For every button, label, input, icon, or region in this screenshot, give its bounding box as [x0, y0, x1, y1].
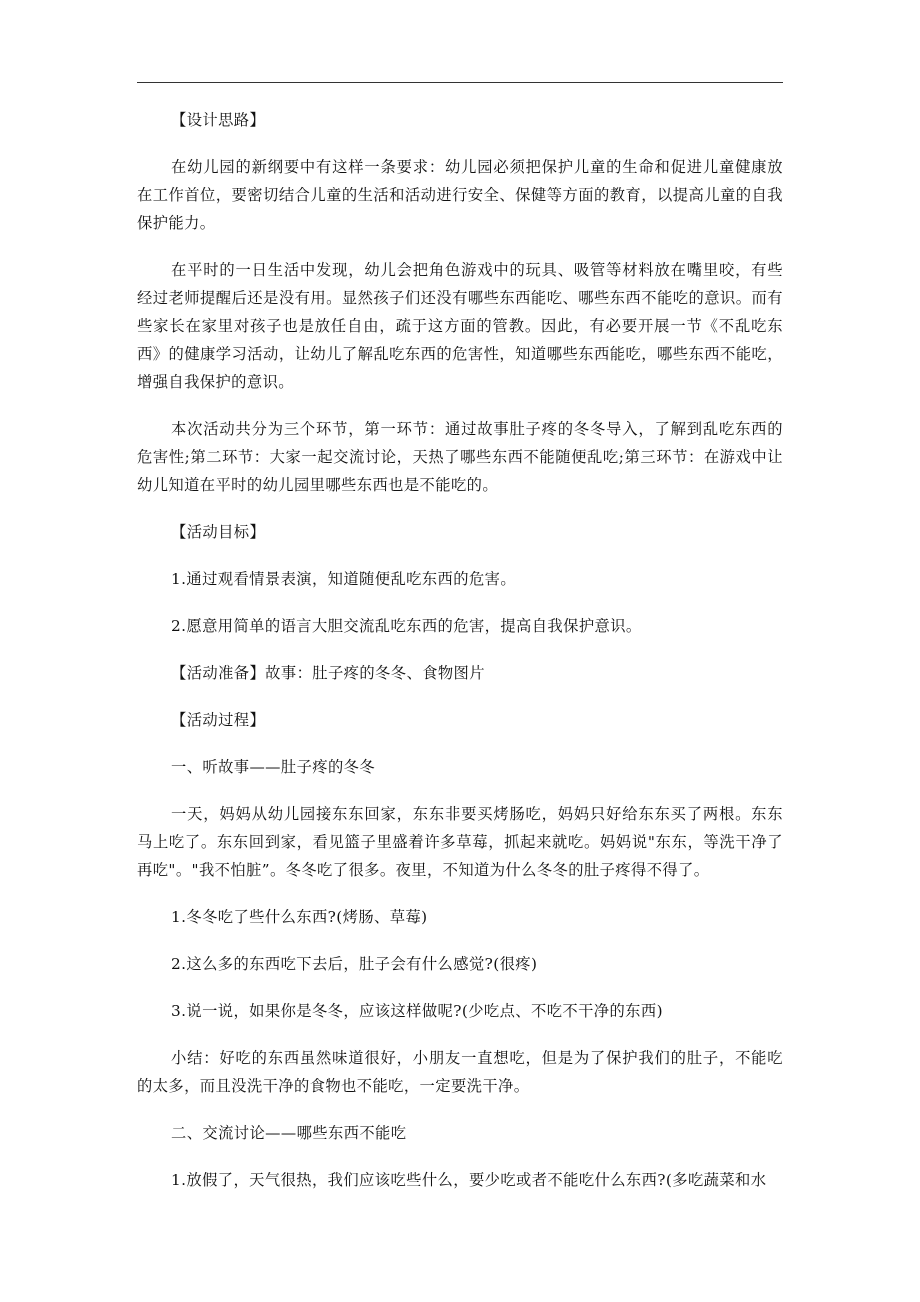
question-item: 1.冬冬吃了些什么东西?(烤肠、草莓)	[171, 908, 428, 926]
question-item: 1.放假了，天气很热，我们应该吃些什么，要少吃或者不能吃什么东西?(多吃蔬菜和水	[171, 1171, 767, 1189]
section-heading-preparation: 【活动准备】故事：肚子疼的冬冬、食物图片	[171, 664, 485, 682]
section-heading-process: 【活动过程】	[171, 711, 266, 729]
header-rule	[137, 82, 783, 83]
paragraph: 本次活动共分为三个环节，第一环节：通过故事肚子疼的冬冬导入，了解到乱吃东西的危害性;第二环节：大家一起交流讨论，天热了哪些东西不能随便乱吃;第三环节：在游戏中让幼儿知道在平时的幼儿园里哪些东西也是不能吃的。	[137, 420, 783, 494]
document-body	[137, 106, 783, 1213]
subsection-heading: 二、交流讨论——哪些东西不能吃	[171, 1124, 407, 1142]
section-heading-goals: 【活动目标】	[171, 523, 266, 541]
paragraph: 在平时的一日生活中发现，幼儿会把角色游戏中的玩具、吸管等材料放在嘴里咬，有些经过老师提醒后还是没有用。显然孩子们还没有哪些东西能吃、哪些东西不能吃的意识。而有些家长在家里对孩子也是放任自由，疏于这方面的管教。因此，有必要开展一节《不乱吃东西》的健康学习活动，让幼儿了解乱吃东西的危害性，知道哪些东西能吃，哪些东西不能吃，增强自我保护的意识。	[137, 261, 783, 391]
story-paragraph: 一天，妈妈从幼儿园接东东回家，东东非要买烤肠吃，妈妈只好给东东买了两根。东东马上吃了。东东回到家，看见篮子里盛着许多草莓，抓起来就吃。妈妈说"东东，等洗干净了再吃"。"我不怕脏”。冬冬吃了很多。夜里，不知道为什么冬冬的肚子疼得不得了。	[137, 805, 783, 879]
goal-item: 2.愿意用简单的语言大胆交流乱吃东西的危害，提高自我保护意识。	[171, 617, 642, 635]
paragraph: 在幼儿园的新纲要中有这样一条要求：幼儿园必须把保护儿童的生命和促进儿童健康放在工作首位，要密切结合儿童的生活和活动进行安全、保健等方面的教育，以提高儿童的自我保护能力。	[137, 158, 783, 232]
summary-paragraph: 小结：好吃的东西虽然味道很好，小朋友一直想吃，但是为了保护我们的肚子，不能吃的太多，而且没洗干净的食物也不能吃，一定要洗干净。	[137, 1049, 783, 1095]
question-item: 3.说一说，如果你是冬冬，应该这样做呢?(少吃点、不吃不干净的东西)	[171, 1002, 663, 1020]
section-heading-design-idea: 【设计思路】	[171, 111, 266, 129]
goal-item: 1.通过观看情景表演，知道随便乱吃东西的危害。	[171, 570, 517, 588]
question-item: 2.这么多的东西吃下去后，肚子会有什么感觉?(很疼)	[171, 955, 538, 973]
subsection-heading: 一、听故事——肚子疼的冬冬	[171, 758, 376, 776]
